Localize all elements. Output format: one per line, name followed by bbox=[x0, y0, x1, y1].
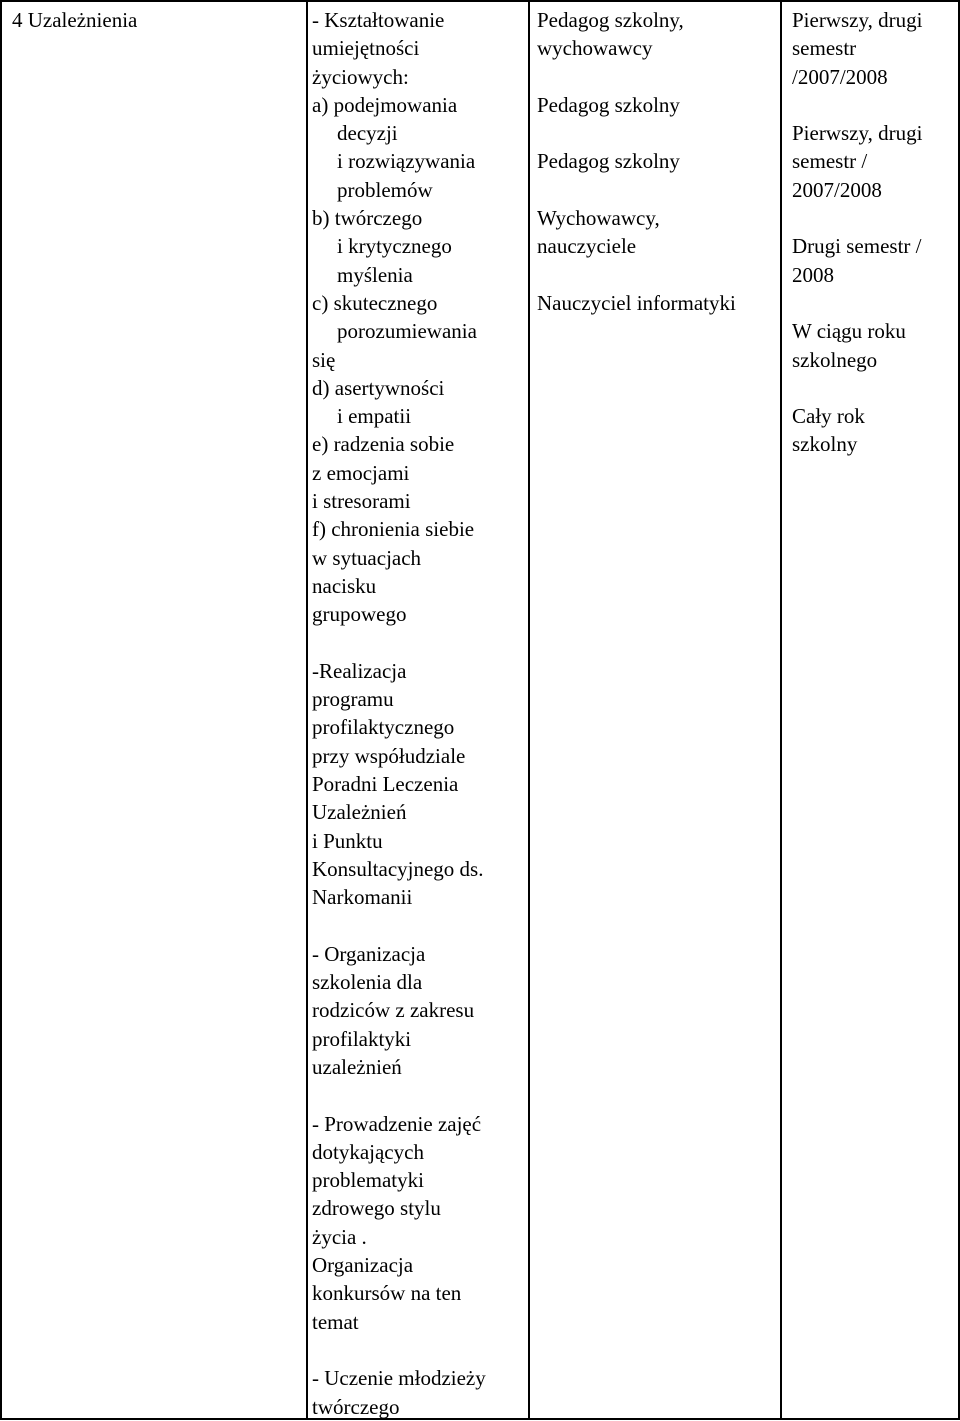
activity-line: programu bbox=[312, 687, 394, 712]
category-column bbox=[2, 2, 308, 1418]
activity-line: Poradni Leczenia bbox=[312, 772, 459, 797]
activity-line: Konsultacyjnego ds. bbox=[312, 856, 484, 881]
responsible-line: Pedagog szkolny bbox=[537, 149, 680, 174]
activity-line: konkursów na ten bbox=[312, 1281, 462, 1306]
date-line: Drugi semestr / bbox=[792, 234, 922, 259]
activity-line: problemów bbox=[337, 177, 433, 202]
activity-line: i krytycznego bbox=[337, 234, 452, 259]
activity-line: Uzależnień bbox=[312, 800, 407, 825]
responsible-line: Wychowawcy, bbox=[537, 206, 660, 231]
row-label: 4 Uzależnienia bbox=[12, 8, 138, 32]
activity-line: temat bbox=[312, 1309, 359, 1334]
activity-line: profilaktycznego bbox=[312, 715, 455, 740]
date-line: W ciągu roku bbox=[792, 319, 906, 344]
activity-line: nacisku bbox=[312, 573, 377, 598]
date-line: semestr / bbox=[792, 149, 868, 174]
activity-line: d) asertywności bbox=[312, 375, 445, 400]
activity-line: się bbox=[312, 347, 336, 372]
activity-line: i rozwiązywania bbox=[337, 149, 476, 174]
date-line: Cały rok bbox=[792, 404, 865, 429]
activity-line: umiejętności bbox=[312, 36, 420, 61]
activity-line: - Prowadzenie zajęć bbox=[312, 1111, 482, 1136]
activity-line: -Realizacja bbox=[312, 658, 407, 683]
activity-line: - Organizacja bbox=[312, 941, 426, 966]
activity-line: w sytuacjach bbox=[312, 545, 422, 570]
activity-line: życiowych: bbox=[312, 64, 409, 89]
date-line: semestr bbox=[792, 36, 857, 61]
responsible-line: Nauczyciel informatyki bbox=[537, 290, 736, 315]
activity-line: i stresorami bbox=[312, 489, 411, 514]
activity-line: e) radzenia sobie bbox=[312, 432, 455, 457]
activity-line: i Punktu bbox=[312, 828, 383, 853]
date-line: 2007/2008 bbox=[792, 177, 882, 202]
activity-line: przy współudziale bbox=[312, 743, 466, 768]
activity-line: uzależnień bbox=[312, 1054, 402, 1079]
activity-line: problematyki bbox=[312, 1168, 424, 1193]
activity-line: myślenia bbox=[337, 262, 413, 287]
activity-line: decyzji bbox=[337, 121, 398, 146]
activity-line: zdrowego stylu bbox=[312, 1196, 441, 1221]
activity-line: a) podejmowania bbox=[312, 92, 458, 117]
activity-line: i empatii bbox=[337, 404, 412, 429]
activities-column bbox=[308, 2, 530, 1418]
responsible-column bbox=[530, 2, 782, 1418]
date-line: Pierwszy, drugi bbox=[792, 121, 923, 146]
activity-line: c) skutecznego bbox=[312, 290, 438, 315]
activity-line: z emocjami bbox=[312, 460, 410, 485]
activity-line: porozumiewania bbox=[337, 319, 477, 344]
activity-line: Narkomanii bbox=[312, 885, 413, 910]
activity-line: - Kształtowanie bbox=[312, 8, 445, 32]
activity-line: - Uczenie młodzieży bbox=[312, 1366, 486, 1391]
activity-line: dotykających bbox=[312, 1139, 424, 1164]
activity-line: b) twórczego bbox=[312, 206, 423, 231]
date-line: 2008 bbox=[792, 262, 834, 287]
responsible-line: Pedagog szkolny, bbox=[537, 8, 684, 32]
date-line: szkolny bbox=[792, 432, 858, 457]
activity-line: f) chronienia siebie bbox=[312, 517, 475, 542]
date-line: szkolnego bbox=[792, 347, 878, 372]
activity-line: Organizacja bbox=[312, 1253, 414, 1278]
date-line: Pierwszy, drugi bbox=[792, 8, 923, 32]
activity-line: życia . bbox=[312, 1224, 367, 1249]
activity-line: rodziców z zakresu bbox=[312, 998, 475, 1023]
dates-column bbox=[782, 2, 960, 1418]
activity-line: twórczego bbox=[312, 1394, 400, 1419]
date-line: /2007/2008 bbox=[792, 64, 888, 89]
responsible-line: Pedagog szkolny bbox=[537, 92, 680, 117]
responsible-line: nauczyciele bbox=[537, 234, 637, 259]
responsible-line: wychowawcy bbox=[537, 36, 653, 61]
activity-line: szkolenia dla bbox=[312, 970, 423, 995]
activity-line: profilaktyki bbox=[312, 1026, 412, 1051]
activity-line: grupowego bbox=[312, 602, 407, 627]
